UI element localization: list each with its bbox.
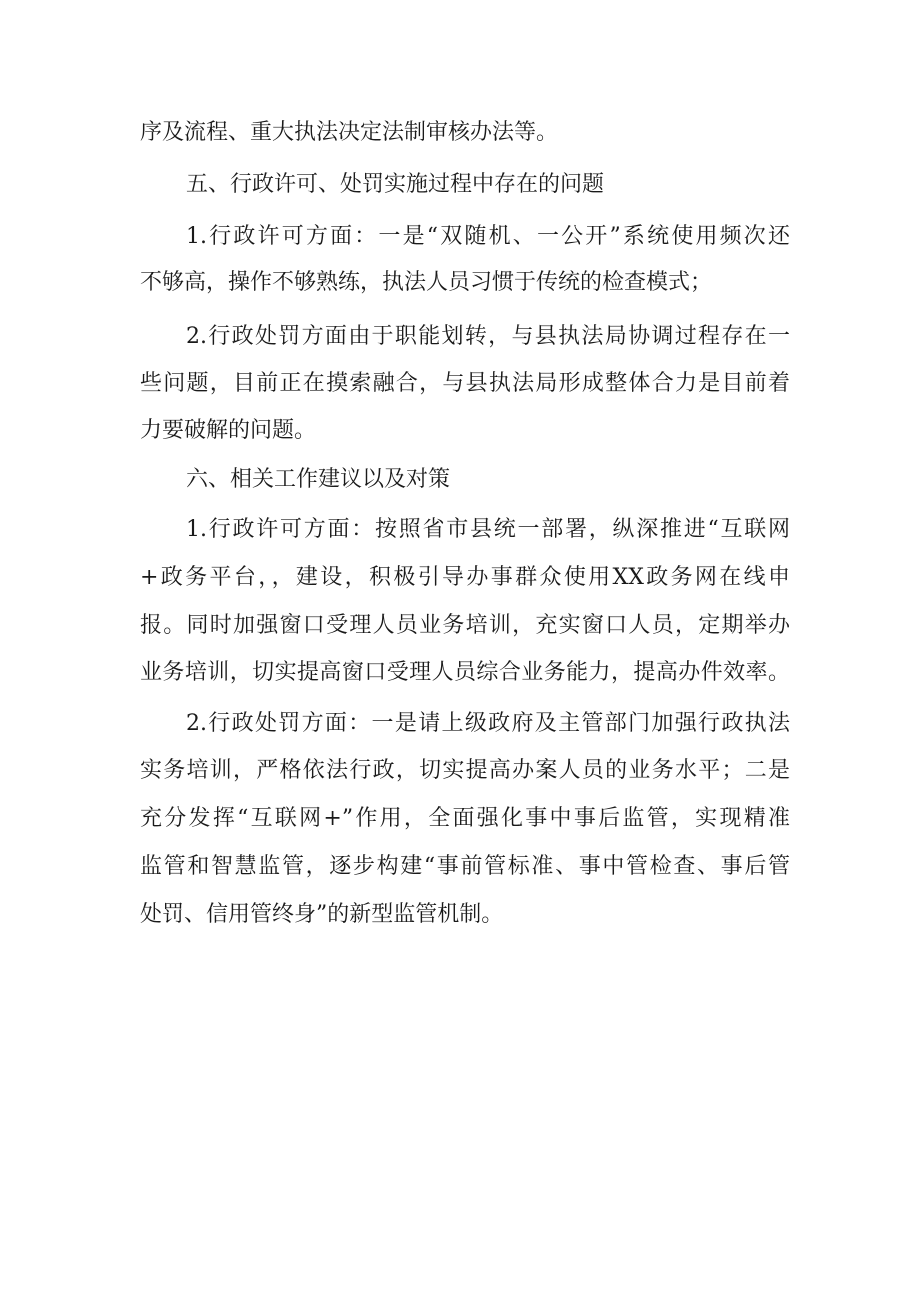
paragraph-line: +政务平台，，建设，积极引导办事群众使用XX政务网在线申 [140, 565, 790, 590]
section-heading: 六、相关工作建议以及对策 [186, 467, 451, 492]
paragraph-line: 充分发挥“互联网+”作用，全面强化事中事后监管，实现精准 [140, 806, 790, 831]
paragraph-line: 1.行政许可方面：按照省市县统一部署，纵深推进“互联网 [186, 517, 790, 542]
paragraph-line: 监管和智慧监管，逐步构建“事前管标准、事中管检查、事后管 [140, 854, 790, 879]
paragraph-line: 序及流程、重大执法决定法制审核办法等。 [140, 120, 559, 145]
paragraph-line: 1.行政许可方面：一是“双随机、一公开”系统使用频次还 [186, 224, 790, 249]
paragraph-line: 处罚、信用管终身”的新型监管机制。 [140, 902, 504, 927]
paragraph-line: 实务培训，严格依法行政，切实提高办案人员的业务水平；二是 [140, 758, 790, 783]
paragraph-line: 报。同时加强窗口受理人员业务培训，充实窗口人员，定期举办 [140, 613, 790, 638]
paragraph-line: 业务培训，切实提高窗口受理人员综合业务能力，提高办件效率。 [140, 660, 790, 685]
paragraph-line: 2.行政处罚方面由于职能划转，与县执法局协调过程存在一 [186, 324, 790, 349]
paragraph-line: 不够高，操作不够熟练，执法人员习惯于传统的检查模式； [140, 270, 713, 295]
section-heading: 五、行政许可、处罚实施过程中存在的问题 [186, 172, 605, 197]
paragraph-line: 些问题，目前正在摸索融合，与县执法局形成整体合力是目前着 [140, 371, 790, 396]
paragraph-line: 2.行政处罚方面：一是请上级政府及主管部门加强行政执法 [186, 711, 790, 736]
paragraph-line: 力要破解的问题。 [140, 418, 317, 443]
